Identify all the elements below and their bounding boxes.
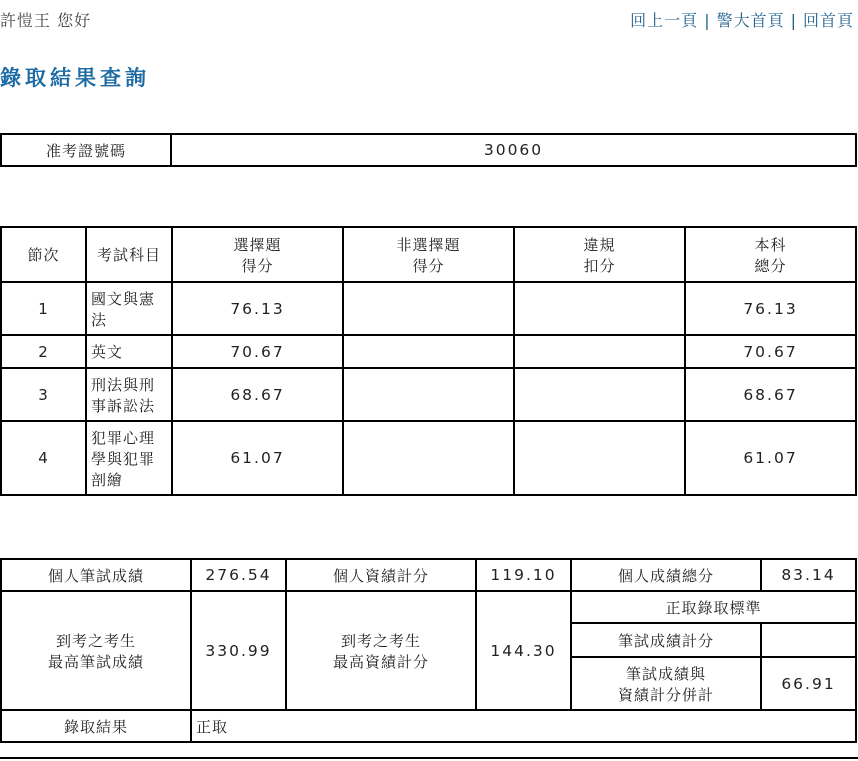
nav-separator: | <box>790 11 797 30</box>
table-header-row <box>1 227 856 282</box>
table-row <box>1 421 856 495</box>
admission-result-row <box>1 710 856 742</box>
max-credit-value: 144.30 <box>476 591 571 710</box>
table-row <box>1 368 856 421</box>
subject-cell: 英文 <box>86 335 172 368</box>
exam-number-table <box>0 133 857 167</box>
admission-result-value: 正取 <box>191 710 856 742</box>
header-subject: 考試科目 <box>86 227 172 282</box>
admission-standard-label: 正取錄取標準 <box>571 591 856 623</box>
standard-written-label: 筆試成績計分 <box>571 623 761 657</box>
header-nonmc-score: 非選擇題 得分 <box>343 227 514 282</box>
header-mc-score: 選擇題 得分 <box>172 227 343 282</box>
session-cell: 3 <box>1 368 86 421</box>
page-title: 錄取結果查詢 <box>0 65 150 90</box>
total-score-cell: 70.67 <box>685 335 856 368</box>
personal-scores-row <box>1 559 856 591</box>
session-cell: 2 <box>1 335 86 368</box>
mc-score-cell: 70.67 <box>172 335 343 368</box>
subject-cell: 刑法與刑事訴訟法 <box>86 368 172 421</box>
deduction-cell <box>514 282 685 335</box>
deduction-cell <box>514 335 685 368</box>
user-greeting: 許愷王 您好 <box>0 11 92 30</box>
subject-cell: 犯罪心理學與犯罪剖繪 <box>86 421 172 495</box>
standard-combined-label: 筆試成績與 資績計分併計 <box>571 657 761 710</box>
subject-scores-table <box>0 226 857 496</box>
bottom-divider <box>0 757 858 759</box>
home-link[interactable]: 回首頁 <box>802 11 854 30</box>
deduction-cell <box>514 368 685 421</box>
total-score-cell: 61.07 <box>685 421 856 495</box>
exam-number-value: 30060 <box>171 134 856 166</box>
standard-written-value <box>761 623 856 657</box>
header-total: 本科 總分 <box>685 227 856 282</box>
nav-separator: | <box>704 11 711 30</box>
table-row <box>1 282 856 335</box>
standard-combined-value: 66.91 <box>761 657 856 710</box>
header-session: 節次 <box>1 227 86 282</box>
max-written-value: 330.99 <box>191 591 286 710</box>
total-score-cell: 68.67 <box>685 368 856 421</box>
exam-number-row <box>1 134 856 166</box>
admission-result-label: 錄取結果 <box>1 710 191 742</box>
back-link[interactable]: 回上一頁 <box>630 11 699 30</box>
total-score-cell: 76.13 <box>685 282 856 335</box>
header-deduction: 違規 扣分 <box>514 227 685 282</box>
written-score-label: 個人筆試成績 <box>1 559 191 591</box>
nonmc-score-cell <box>343 368 514 421</box>
max-credit-label: 到考之考生 最高資績計分 <box>286 591 476 710</box>
session-cell: 4 <box>1 421 86 495</box>
overall-score-label: 個人成績總分 <box>571 559 761 591</box>
session-cell: 1 <box>1 282 86 335</box>
max-scores-row <box>1 591 856 623</box>
mc-score-cell: 61.07 <box>172 421 343 495</box>
table-row <box>1 335 856 368</box>
max-written-label: 到考之考生 最高筆試成績 <box>1 591 191 710</box>
mc-score-cell: 76.13 <box>172 282 343 335</box>
overall-score-value: 83.14 <box>761 559 856 591</box>
nonmc-score-cell <box>343 335 514 368</box>
top-navigation <box>630 8 854 31</box>
police-university-home-link[interactable]: 警大首頁 <box>716 11 785 30</box>
nonmc-score-cell <box>343 421 514 495</box>
admission-summary-table <box>0 558 857 743</box>
deduction-cell <box>514 421 685 495</box>
credit-score-label: 個人資績計分 <box>286 559 476 591</box>
subject-cell: 國文與憲法 <box>86 282 172 335</box>
exam-number-label: 准考證號碼 <box>1 134 171 166</box>
written-score-value: 276.54 <box>191 559 286 591</box>
credit-score-value: 119.10 <box>476 559 571 591</box>
nonmc-score-cell <box>343 282 514 335</box>
mc-score-cell: 68.67 <box>172 368 343 421</box>
